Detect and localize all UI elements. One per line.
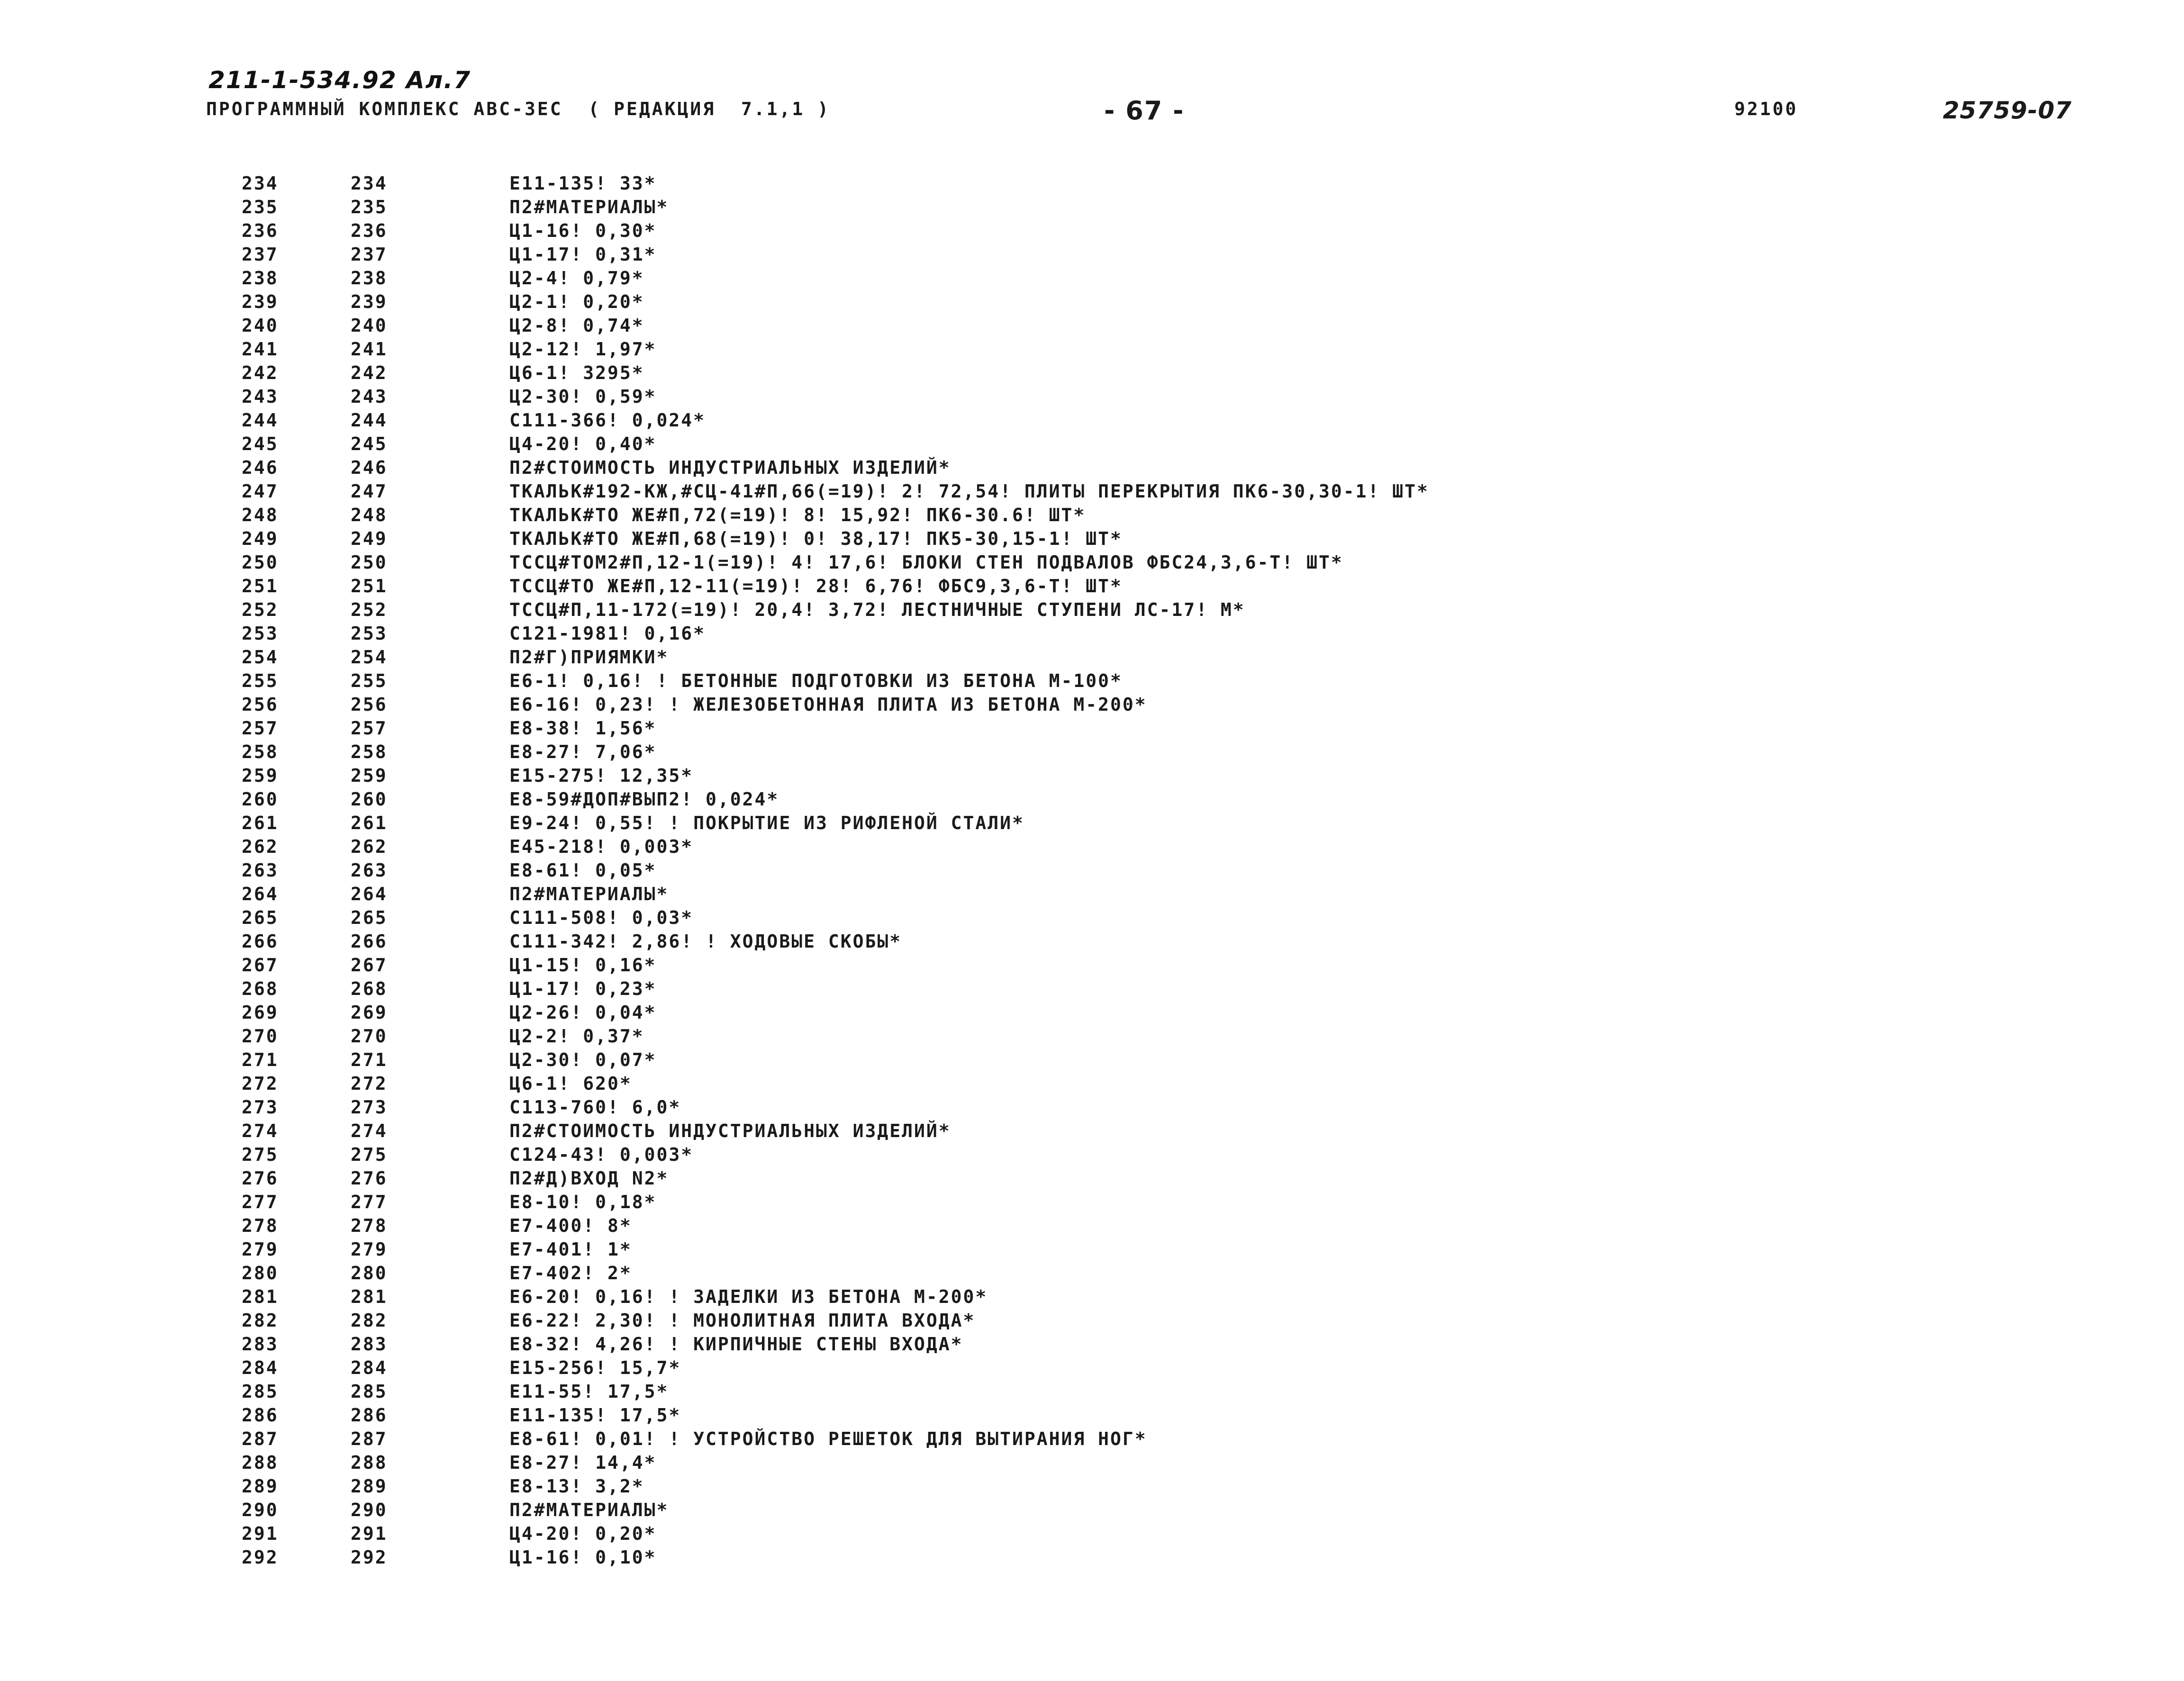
listing-row — [242, 574, 2042, 598]
statement-text: ТКАЛЬК#192-КЖ,#СЦ-41#П,66(=19)! 2! 72,54! ПЛИТЫ ПЕРЕКРЫТИЯ ПК6-30,30-1! ШТ* — [509, 481, 1429, 502]
statement-number: 268 — [351, 978, 388, 999]
line-number: 272 — [242, 1073, 279, 1094]
line-number: 255 — [242, 670, 279, 691]
statement-text: Е8-13! 3,2* — [509, 1476, 644, 1497]
statement-number: 264 — [351, 884, 388, 904]
listing-row — [242, 1356, 2042, 1380]
line-number: 292 — [242, 1547, 279, 1568]
line-number: 259 — [242, 765, 279, 786]
statement-number: 286 — [351, 1405, 388, 1426]
listing-row — [242, 337, 2042, 361]
statement-text: Е6-16! 0,23! ! ЖЕЛЕЗОБЕТОННАЯ ПЛИТА ИЗ БЕТОНА М-200* — [509, 694, 1147, 715]
listing-row — [242, 953, 2042, 977]
listing-row — [242, 930, 2042, 953]
statement-text: Ц1-17! 0,31* — [509, 244, 657, 265]
line-number: 288 — [242, 1452, 279, 1473]
statement-text: Ц1-16! 0,30* — [509, 220, 657, 241]
listing-row — [242, 503, 2042, 527]
listing-row — [242, 290, 2042, 314]
statement-text: С113-760! 6,0* — [509, 1097, 681, 1118]
statement-text: Е8-10! 0,18* — [509, 1192, 657, 1212]
statement-text: Ц2-4! 0,79* — [509, 268, 644, 289]
statement-number: 270 — [351, 1026, 388, 1047]
line-number: 244 — [242, 410, 279, 431]
listing-row — [242, 361, 2042, 385]
statement-number: 237 — [351, 244, 388, 265]
document-number: 25759-07 — [1943, 97, 2072, 124]
statement-text: Ц4-20! 0,40* — [509, 434, 657, 454]
line-number: 254 — [242, 647, 279, 668]
statement-number: 249 — [351, 528, 388, 549]
listing-row — [242, 219, 2042, 243]
line-number: 234 — [242, 173, 279, 194]
line-number: 257 — [242, 718, 279, 739]
line-number: 278 — [242, 1215, 279, 1236]
statement-text: Е11-135! 17,5* — [509, 1405, 681, 1426]
line-number: 239 — [242, 291, 279, 312]
line-number: 251 — [242, 576, 279, 596]
statement-text: Ц2-30! 0,59* — [509, 386, 657, 407]
statement-text: Е15-275! 12,35* — [509, 765, 694, 786]
line-number: 243 — [242, 386, 279, 407]
statement-number: 263 — [351, 860, 388, 881]
listing-row — [242, 1403, 2042, 1427]
line-number: 237 — [242, 244, 279, 265]
statement-number: 279 — [351, 1239, 388, 1260]
listing-row — [242, 432, 2042, 456]
statement-text: Е8-27! 7,06* — [509, 741, 657, 762]
line-number: 263 — [242, 860, 279, 881]
statement-number: 239 — [351, 291, 388, 312]
listing-row — [242, 740, 2042, 764]
listing-row — [242, 1001, 2042, 1024]
line-number: 280 — [242, 1263, 279, 1283]
statement-number: 244 — [351, 410, 388, 431]
statement-text: Е11-55! 17,5* — [509, 1381, 669, 1402]
line-number: 242 — [242, 362, 279, 383]
statement-number: 283 — [351, 1334, 388, 1355]
statement-text: П2#МАТЕРИАЛЫ* — [509, 1500, 669, 1520]
statement-text: П2#СТОИМОСТЬ ИНДУСТРИАЛЬНЫХ ИЗДЕЛИЙ* — [509, 1121, 951, 1141]
statement-number: 248 — [351, 505, 388, 525]
listing-row — [242, 669, 2042, 693]
statement-text: ТКАЛЬК#ТО ЖЕ#П,68(=19)! 0! 38,17! ПК5-30,15-1! ШТ* — [509, 528, 1123, 549]
line-number: 281 — [242, 1286, 279, 1307]
page-header — [0, 96, 2184, 127]
listing-row — [242, 1072, 2042, 1095]
statement-number: 272 — [351, 1073, 388, 1094]
statement-text: Е8-61! 0,01! ! УСТРОЙСТВО РЕШЕТОК ДЛЯ ВЫТИРАНИЯ НОГ* — [509, 1428, 1147, 1449]
line-number: 279 — [242, 1239, 279, 1260]
line-number: 271 — [242, 1049, 279, 1070]
statement-number: 278 — [351, 1215, 388, 1236]
statement-number: 243 — [351, 386, 388, 407]
line-number: 246 — [242, 457, 279, 478]
line-number: 249 — [242, 528, 279, 549]
statement-text: Ц1-15! 0,16* — [509, 955, 657, 976]
line-number: 253 — [242, 623, 279, 644]
statement-number: 235 — [351, 197, 388, 217]
listing-row — [242, 1143, 2042, 1166]
program-title: ПРОГРАММНЫЙ КОМПЛЕКС АВС-ЗЕС ( РЕДАКЦИЯ 7.1,1 ) — [206, 99, 831, 119]
statement-text: Е11-135! 33* — [509, 173, 657, 194]
line-number: 289 — [242, 1476, 279, 1497]
statement-text: Ц1-16! 0,10* — [509, 1547, 657, 1568]
line-number: 245 — [242, 434, 279, 454]
listing-row — [242, 1451, 2042, 1474]
statement-number: 275 — [351, 1144, 388, 1165]
line-number: 283 — [242, 1334, 279, 1355]
listing-row — [242, 787, 2042, 811]
listing-row — [242, 195, 2042, 219]
statement-text: Ц2-26! 0,04* — [509, 1002, 657, 1023]
statement-text: Ц6-1! 620* — [509, 1073, 632, 1094]
line-number: 260 — [242, 789, 279, 810]
listing-row — [242, 859, 2042, 882]
statement-text: П2#Д)ВХОД N2* — [509, 1168, 669, 1189]
statement-number: 267 — [351, 955, 388, 976]
listing-row — [242, 1285, 2042, 1309]
statement-text: Ц1-17! 0,23* — [509, 978, 657, 999]
line-number: 265 — [242, 907, 279, 928]
handwritten-document-code: 211-1-534.92 Ал.7 — [208, 66, 471, 94]
statement-text: Е6-1! 0,16! ! БЕТОННЫЕ ПОДГОТОВКИ ИЗ БЕТОНА М-100* — [509, 670, 1123, 691]
listing-row — [242, 1119, 2042, 1143]
line-number: 273 — [242, 1097, 279, 1118]
statement-number: 246 — [351, 457, 388, 478]
statement-text: Ц2-2! 0,37* — [509, 1026, 644, 1047]
statement-number: 236 — [351, 220, 388, 241]
statement-number: 251 — [351, 576, 388, 596]
statement-number: 285 — [351, 1381, 388, 1402]
line-number: 261 — [242, 813, 279, 833]
line-number: 235 — [242, 197, 279, 217]
listing-row — [242, 693, 2042, 716]
listing-row — [242, 1545, 2042, 1569]
statement-number: 254 — [351, 647, 388, 668]
statement-text: ТКАЛЬК#ТО ЖЕ#П,72(=19)! 8! 15,92! ПК6-30.6! ШТ* — [509, 505, 1086, 525]
listing-row — [242, 456, 2042, 479]
line-number: 287 — [242, 1428, 279, 1449]
statement-number: 258 — [351, 741, 388, 762]
statement-text: Ц2-12! 1,97* — [509, 339, 657, 360]
statement-number: 245 — [351, 434, 388, 454]
line-number: 269 — [242, 1002, 279, 1023]
line-number: 277 — [242, 1192, 279, 1212]
statement-number: 242 — [351, 362, 388, 383]
listing-row — [242, 1332, 2042, 1356]
statement-text: Е8-38! 1,56* — [509, 718, 657, 739]
listing-row — [242, 385, 2042, 408]
listing-row — [242, 479, 2042, 503]
listing-row — [242, 1427, 2042, 1451]
listing-row — [242, 835, 2042, 859]
line-number: 248 — [242, 505, 279, 525]
statement-text: Ц2-8! 0,74* — [509, 315, 644, 336]
statement-number: 257 — [351, 718, 388, 739]
statement-number: 241 — [351, 339, 388, 360]
line-number: 282 — [242, 1310, 279, 1331]
statement-text: Е9-24! 0,55! ! ПОКРЫТИЕ ИЗ РИФЛЕНОЙ СТАЛИ* — [509, 813, 1024, 833]
statement-text: С111-342! 2,86! ! ХОДОВЫЕ СКОБЫ* — [509, 931, 902, 952]
statement-number: 259 — [351, 765, 388, 786]
statement-number: 260 — [351, 789, 388, 810]
statement-number: 288 — [351, 1452, 388, 1473]
line-number: 268 — [242, 978, 279, 999]
listing-row — [242, 716, 2042, 740]
listing-row — [242, 1190, 2042, 1214]
statement-number: 290 — [351, 1500, 388, 1520]
statement-number: 282 — [351, 1310, 388, 1331]
line-number: 290 — [242, 1500, 279, 1520]
statement-number: 274 — [351, 1121, 388, 1141]
statement-number: 284 — [351, 1357, 388, 1378]
line-number: 284 — [242, 1357, 279, 1378]
listing-row — [242, 1214, 2042, 1238]
listing-row — [242, 1048, 2042, 1072]
statement-number: 253 — [351, 623, 388, 644]
statement-text: Е15-256! 15,7* — [509, 1357, 681, 1378]
listing-row — [242, 408, 2042, 432]
statement-number: 266 — [351, 931, 388, 952]
statement-number: 252 — [351, 599, 388, 620]
statement-text: С111-508! 0,03* — [509, 907, 694, 928]
statement-number: 273 — [351, 1097, 388, 1118]
line-number: 241 — [242, 339, 279, 360]
listing-row — [242, 622, 2042, 645]
statement-text: П2#СТОИМОСТЬ ИНДУСТРИАЛЬНЫХ ИЗДЕЛИЙ* — [509, 457, 951, 478]
listing-row — [242, 882, 2042, 906]
listing-row — [242, 1166, 2042, 1190]
statement-number: 247 — [351, 481, 388, 502]
line-number: 256 — [242, 694, 279, 715]
listing-row — [242, 598, 2042, 622]
statement-number: 240 — [351, 315, 388, 336]
statement-text: ТССЦ#ТОМ2#П,12-1(=19)! 4! 17,6! БЛОКИ СТЕН ПОДВАЛОВ ФБС24,3,6-Т! ШТ* — [509, 552, 1343, 573]
line-number: 285 — [242, 1381, 279, 1402]
statement-text: Ц6-1! 3295* — [509, 362, 644, 383]
listing-row — [242, 1095, 2042, 1119]
listing-row — [242, 977, 2042, 1001]
statement-number: 261 — [351, 813, 388, 833]
listing-row — [242, 1261, 2042, 1285]
statement-number: 269 — [351, 1002, 388, 1023]
statement-number: 265 — [351, 907, 388, 928]
statement-number: 292 — [351, 1547, 388, 1568]
line-number: 247 — [242, 481, 279, 502]
statement-text: Ц2-1! 0,20* — [509, 291, 644, 312]
statement-text: С121-1981! 0,16* — [509, 623, 706, 644]
statement-text: Е6-20! 0,16! ! ЗАДЕЛКИ ИЗ БЕТОНА М-200* — [509, 1286, 988, 1307]
line-number: 275 — [242, 1144, 279, 1165]
statement-number: 280 — [351, 1263, 388, 1283]
line-number: 262 — [242, 836, 279, 857]
line-number: 286 — [242, 1405, 279, 1426]
statement-number: 234 — [351, 173, 388, 194]
listing-row — [242, 645, 2042, 669]
statement-number: 281 — [351, 1286, 388, 1307]
listing-row — [242, 811, 2042, 835]
listing-row — [242, 243, 2042, 266]
listing-row — [242, 266, 2042, 290]
statement-text: Ц2-30! 0,07* — [509, 1049, 657, 1070]
line-number: 291 — [242, 1523, 279, 1544]
statement-text: С111-366! 0,024* — [509, 410, 706, 431]
line-number: 266 — [242, 931, 279, 952]
line-number: 267 — [242, 955, 279, 976]
listing-row — [242, 314, 2042, 337]
statement-number: 250 — [351, 552, 388, 573]
listing-row — [242, 551, 2042, 574]
listing-row — [242, 764, 2042, 787]
statement-text: Е45-218! 0,003* — [509, 836, 694, 857]
statement-number: 238 — [351, 268, 388, 289]
listing-row — [242, 1024, 2042, 1048]
statement-text: Е7-401! 1* — [509, 1239, 632, 1260]
line-number: 252 — [242, 599, 279, 620]
statement-text: Е8-59#ДОП#ВЫП2! 0,024* — [509, 789, 779, 810]
listing-row — [242, 1522, 2042, 1545]
line-number: 238 — [242, 268, 279, 289]
listing-row — [242, 527, 2042, 551]
statement-number: 262 — [351, 836, 388, 857]
statement-text: Е7-402! 2* — [509, 1263, 632, 1283]
listing-row — [242, 172, 2042, 195]
statement-text: ТССЦ#ТО ЖЕ#П,12-11(=19)! 28! 6,76! ФБС9,3,6-Т! ШТ* — [509, 576, 1123, 596]
statement-text: Е8-32! 4,26! ! КИРПИЧНЫЕ СТЕНЫ ВХОДА* — [509, 1334, 963, 1355]
listing-row — [242, 906, 2042, 930]
line-number: 276 — [242, 1168, 279, 1189]
statement-text: Е8-27! 14,4* — [509, 1452, 657, 1473]
statement-text: П2#МАТЕРИАЛЫ* — [509, 884, 669, 904]
statement-number: 287 — [351, 1428, 388, 1449]
line-number: 270 — [242, 1026, 279, 1047]
statement-text: П2#Г)ПРИЯМКИ* — [509, 647, 669, 668]
listing-row — [242, 1309, 2042, 1332]
line-number: 264 — [242, 884, 279, 904]
statement-text: С124-43! 0,003* — [509, 1144, 694, 1165]
listing-row — [242, 1498, 2042, 1522]
page-number: - 67 - — [1104, 96, 1185, 126]
statement-text: ТССЦ#П,11-172(=19)! 20,4! 3,72! ЛЕСТНИЧНЫЕ СТУПЕНИ ЛС-17! М* — [509, 599, 1245, 620]
statement-text: Е6-22! 2,30! ! МОНОЛИТНАЯ ПЛИТА ВХОДА* — [509, 1310, 976, 1331]
statement-number: 289 — [351, 1476, 388, 1497]
statement-number: 255 — [351, 670, 388, 691]
line-number: 274 — [242, 1121, 279, 1141]
line-number: 250 — [242, 552, 279, 573]
statement-text: Ц4-20! 0,20* — [509, 1523, 657, 1544]
line-number: 258 — [242, 741, 279, 762]
statement-number: 277 — [351, 1192, 388, 1212]
statement-text: Е7-400! 8* — [509, 1215, 632, 1236]
statement-number: 271 — [351, 1049, 388, 1070]
header-code: 92100 — [1734, 99, 1798, 119]
listing-row — [242, 1474, 2042, 1498]
line-number: 240 — [242, 315, 279, 336]
line-number: 236 — [242, 220, 279, 241]
statement-text: П2#МАТЕРИАЛЫ* — [509, 197, 669, 217]
statement-number: 291 — [351, 1523, 388, 1544]
listing-table — [242, 172, 2042, 1569]
listing-row — [242, 1380, 2042, 1403]
statement-number: 276 — [351, 1168, 388, 1189]
statement-number: 256 — [351, 694, 388, 715]
listing-row — [242, 1238, 2042, 1261]
statement-text: Е8-61! 0,05* — [509, 860, 657, 881]
